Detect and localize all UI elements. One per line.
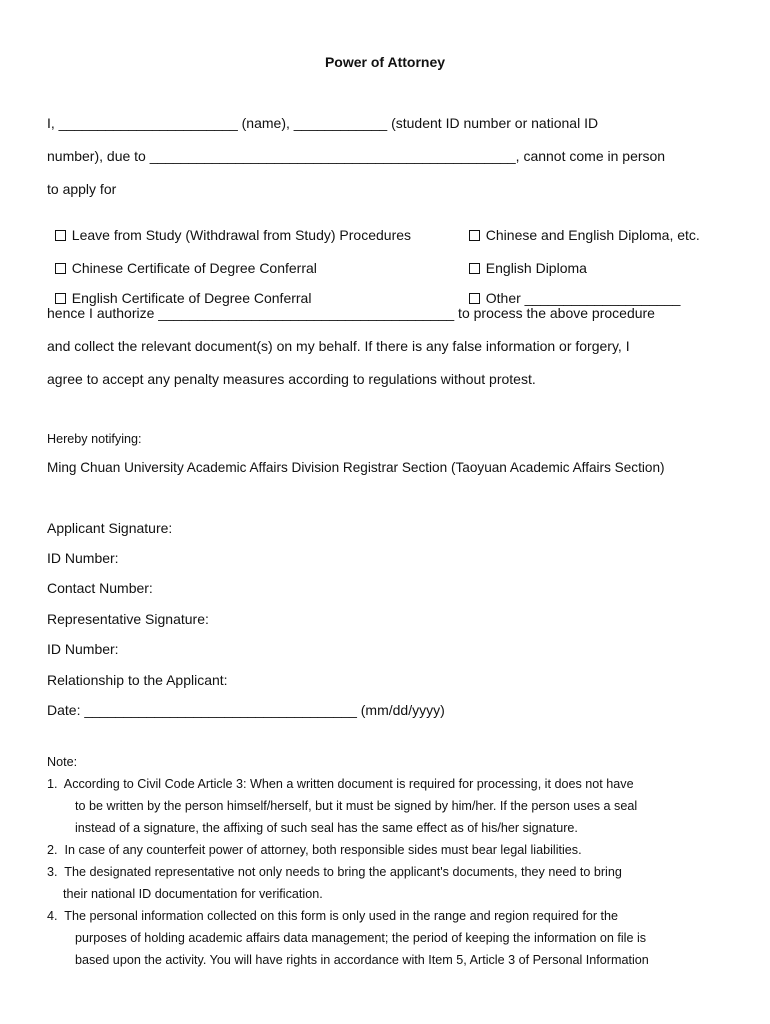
checkbox-icon[interactable] [55,263,66,274]
note-1-line-2: to be written by the person himself/herself, but it must be signed by him/her. If the person uses a seal [75,799,638,813]
notify-recipient: Ming Chuan University Academic Affairs Division Registrar Section (Taoyuan Academic Affairs Section) [47,460,665,475]
option-chinese-certificate-label: Chinese Certificate of Degree Conferral [71,260,317,276]
authorize-line-3: agree to accept any penalty measures according to regulations without protest. [47,371,536,387]
note-4-line-2: purposes of holding academic affairs data management; the period of keeping the information on file is [75,931,647,945]
option-bilingual-diploma-label: Chinese and English Diploma, etc. [485,227,700,243]
option-other[interactable] [461,274,680,306]
authorize-line-2: and collect the relevant document(s) on my behalf. If there is any false information or forgery, I [47,338,630,354]
checkbox-icon[interactable] [469,293,480,304]
contact-number-label: Contact Number: [47,580,153,596]
applicant-signature-label: Applicant Signature: [47,520,173,536]
checkbox-icon[interactable] [469,263,480,274]
option-bilingual-diploma[interactable] [461,211,700,243]
checkbox-icon[interactable] [469,230,480,241]
option-english-diploma-label: English Diploma [485,260,587,276]
note-1-line-1: 1. According to Civil Code Article 3: When a written document is required for processing, it does not have [47,777,634,791]
document-title: Power of Attorney [324,54,446,70]
intro-line-1: I, _______________________ (name), ____________ (student ID number or national ID [47,115,599,131]
authorize-line-1: hence I authorize ______________________________________ to process the above procedure [47,305,655,321]
representative-signature-label: Representative Signature: [47,611,209,627]
id-number-label: ID Number: [47,550,119,566]
option-english-diploma[interactable] [461,244,587,276]
intro-line-2: number), due to _______________________________________________, cannot come in person [47,148,666,164]
date-field: Date: ___________________________________ (mm/dd/yyyy) [47,702,445,718]
note-3-line-2: their national ID documentation for verification. [63,887,323,901]
option-chinese-certificate[interactable] [47,244,317,276]
option-leave[interactable] [47,211,411,243]
option-english-certificate-label: English Certificate of Degree Conferral [71,290,312,306]
notify-label: Hereby notifying: [47,432,142,446]
option-english-certificate[interactable] [47,274,311,306]
representative-id-number-label: ID Number: [47,641,119,657]
notes-label: Note: [47,755,78,769]
note-1-line-3: instead of a signature, the affixing of such seal has the same effect as of his/her signature. [75,821,578,835]
intro-line-3: to apply for [47,181,117,197]
checkbox-icon[interactable] [55,293,66,304]
note-4-line-3: based upon the activity. You will have rights in accordance with Item 5, Article 3 of Personal Information [75,953,649,967]
option-leave-label: Leave from Study (Withdrawal from Study) Procedures [71,227,412,243]
checkbox-icon[interactable] [55,230,66,241]
note-3-line-1: 3. The designated representative not only needs to bring the applicant's documents, they need to bring [47,865,622,879]
note-2: 2. In case of any counterfeit power of attorney, both responsible sides must bear legal liabilities. [47,843,582,857]
relationship-label: Relationship to the Applicant: [47,672,228,688]
option-other-label: Other ____________________ [485,290,681,306]
note-4-line-1: 4. The personal information collected on this form is only used in the range and region required for the [47,909,619,923]
